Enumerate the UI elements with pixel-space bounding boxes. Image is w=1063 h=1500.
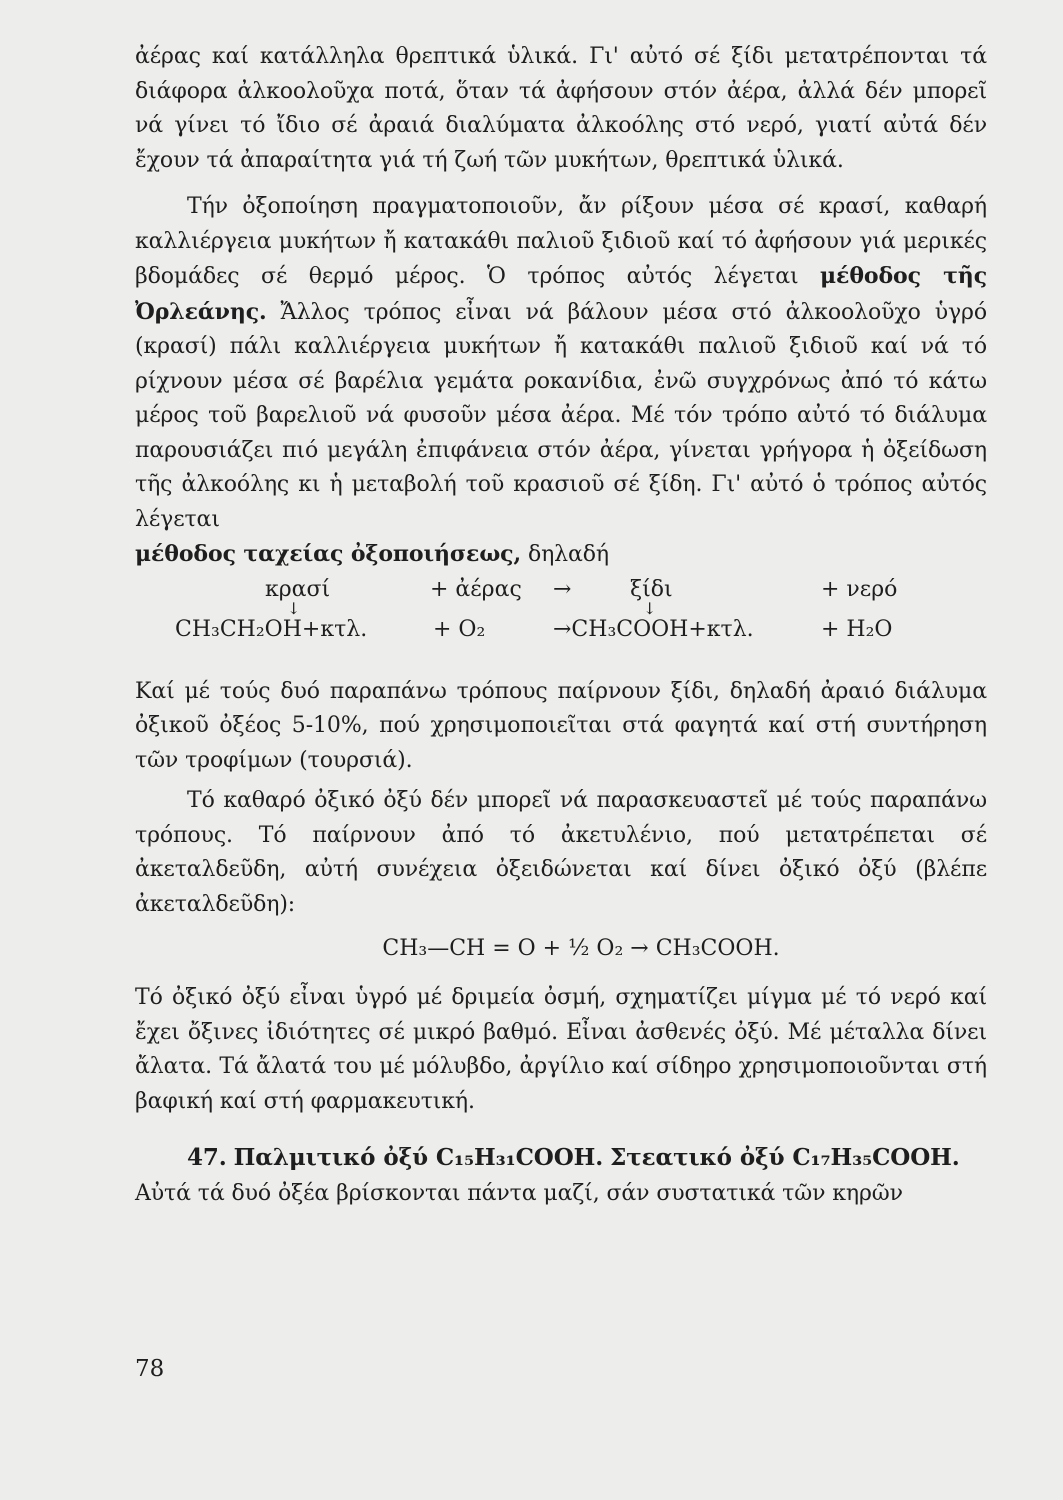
eq-word-arrow: →	[553, 576, 572, 602]
paragraph-3: Καί μέ τούς δυό παραπάνω τρόπους παίρνουν ξίδι, δηλαδή ἀραιό διάλυμα ὀξικοῦ ὀξέος 5-10%, πού χρησιμοποιεῖται στά φαγητά καί στή συντήρηση τῶν τροφίμων (τουρσιά).	[135, 678, 987, 773]
section-47	[135, 1141, 987, 1211]
paragraph-4: Τό καθαρό ὀξικό ὀξύ δέν μπορεῖ νά παρασκευαστεῖ μέ τούς παραπάνω τρόπους. Τό παίρνουν ἀπό τό ἀκετυλένιο, πού μετατρέπεται σέ ἀκεταλδεῦδη, αὐτή συνέχεια ὀξειδώνεται καί δίνει ὀξικό ὀξύ (βλέπε ἀκεταλδεῦδη):	[135, 788, 987, 917]
paragraph-5: Τό ὀξικό ὀξύ εἶναι ὑγρό μέ δριμεία ὀσμή, σχηματίζει μίγμα μέ τό νερό καί ἔχει ὄξινες ἰδιότητες σέ μικρό βαθμό. Εἶναι ἀσθενές ὀξύ. Μέ μέταλλα δίνει ἄλατα. Τά ἄλατά του μέ μόλυβδο, ἀργίλιο καί σίδηρο χρησιμοποιοῦνται στή βαφική καί στή φαρμακευτική.	[135, 985, 987, 1114]
fermentation-equation	[135, 577, 987, 655]
paragraph-2	[135, 190, 987, 573]
eq-word-wine: κρασί	[265, 576, 331, 602]
section-title-stearic: Στεατικό ὀξύ C₁₇H₃₅COOH.	[610, 1144, 960, 1171]
eq-formula-ethanol: CH₃CH₂OH+κτλ.	[175, 616, 368, 642]
paragraph-2-text-c: δηλαδή	[527, 542, 609, 567]
section-title-palmitic: Παλμιτικό ὀξύ C₁₅H₃₁COOH.	[233, 1144, 604, 1171]
page-body	[135, 40, 987, 1211]
paragraph-1: ἀέρας καί κατάλληλα θρεπτικά ὑλικά. Γι' αὐτό σέ ξίδι μετατρέπονται τά διάφορα ἀλκοολοῦχα ποτά, ὅταν τά ἀφήσουν στόν ἀέρα, ἀλλά δέν μπορεῖ νά γίνει τό ἴδιο σέ ἀραιά διαλύματα ἀλκοόλης στό νερό, γιατί αὐτά δέν ἔχουν τά ἀπαραίτητα γιά τή ζωή τῶν μυκήτων, θρεπτικά ὑλικά.	[135, 44, 987, 173]
fast-method-term: μέθοδος ταχείας ὀξοποιήσεως,	[135, 541, 522, 567]
paragraph-2-text-b: Ἄλλος τρόπος εἶναι νά βάλουν μέσα στό ἀλκοολοῦχο ὑγρό (κρασί) πάλι καλλιέργεια μυκήτων ἤ κατακάθι παλιοῦ ξιδιοῦ καί νά τό ρίχνουν μέσα σέ βαρέλια γεμάτα ροκανίδια, ἐνῶ συγχρόνως ἀπό τό κάτω μέρος τοῦ βαρελιοῦ νά φυσοῦν μέσα ἀέρα. Μέ τόν τρόπο αὐτό τό διάλυμα παρουσιάζει πιό μεγάλη ἐπιφάνεια στόν ἀέρα, γίνεται γρήγορα ἡ ὀξείδωση τῆς ἀλκοόλης κι ἡ μεταβολή τοῦ κρασιοῦ σέ ξίδη. Γι' αὐτό ὁ τρόπος αὐτός λέγεται	[135, 299, 987, 532]
eq-word-water: + νερό	[821, 576, 898, 602]
eq-down-arrow-2: ↓	[643, 598, 657, 618]
orleans-method-term: μέθοδος τῆς Ὀρλεάνης.	[135, 263, 987, 325]
eq-formula-water: + H₂O	[821, 616, 893, 642]
section-number: 47.	[187, 1144, 227, 1171]
eq-word-air: + ἀέρας	[430, 576, 522, 602]
eq-word-vinegar: ξίδι	[630, 576, 673, 602]
page-number: 78	[135, 1356, 165, 1382]
paragraph-2-text-a: Τήν ὀξοποίηση πραγματοποιοῦν, ἄν ρίξουν μέσα σέ κρασί, καθαρή καλλιέργεια μυκήτων ἤ κατακάθι παλιοῦ ξιδιοῦ καί τό ἀφήσουν γιά μερικές βδομάδες σέ θερμό μέρος. Ὁ τρόπος αὐτός λέγεται	[135, 194, 987, 289]
eq-formula-oxygen: + O₂	[433, 616, 486, 642]
eq-formula-acetic: →CH₃COOH+κτλ.	[553, 616, 754, 642]
paragraph-6: Αὐτά τά δυό ὀξέα βρίσκονται πάντα μαζί, σάν συστατικά τῶν κηρῶν	[135, 1180, 903, 1206]
eq-down-arrow-1: ↓	[287, 598, 301, 618]
acetaldehyde-oxidation-equation: CH₃—CH = O + ½ O₂ → CH₃COOH.	[382, 936, 780, 961]
